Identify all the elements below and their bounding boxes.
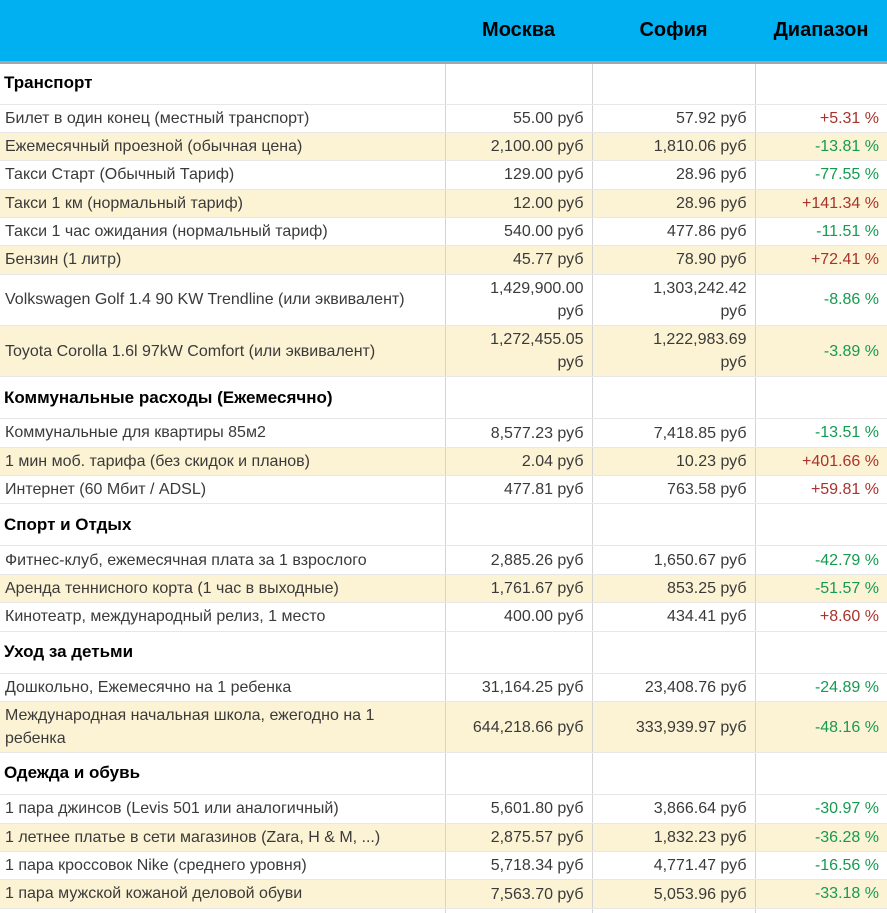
moscow-value-cell-text: 5,601.80 руб <box>490 800 584 818</box>
section-row <box>0 62 887 104</box>
moscow-value-cell-text: 540.00 руб <box>504 223 584 241</box>
range-empty-cell <box>755 62 887 104</box>
item-label-cell: 1 пара джинсов (Levis 501 или аналогичный) <box>0 795 445 823</box>
range-empty-cell <box>755 504 887 546</box>
table-row <box>0 419 887 447</box>
section-title: Транспорт <box>0 62 445 104</box>
sofia-value-cell-text: 28.96 руб <box>675 194 747 212</box>
sofia-value-cell-text: 5,053.96 руб <box>653 885 747 903</box>
moscow-value-cell <box>445 673 592 701</box>
moscow-value-cell <box>445 574 592 602</box>
sofia-value-cell-text: 10.23 руб <box>675 452 747 470</box>
sofia-value-cell-text: 333,939.97 руб <box>635 718 747 736</box>
range-cell: -3.89 % <box>755 326 887 377</box>
sofia-value-cell <box>592 673 755 701</box>
sofia-value-cell-text: 1,303,242.42 руб <box>653 279 747 320</box>
moscow-value-cell-text: 1,761.67 руб <box>490 580 584 598</box>
sofia-value-cell <box>592 104 755 132</box>
moscow-value-cell-text: 1,272,455.05 руб <box>490 331 584 372</box>
moscow-value-cell-text: 644,218.66 руб <box>472 718 584 736</box>
sofia-value-cell-text: 28.96 руб <box>675 166 747 184</box>
moscow-value-cell-text: 55.00 руб <box>512 109 584 127</box>
item-label-cell: 1 пара кроссовок Nike (среднего уровня) <box>0 852 445 880</box>
sofia-value-cell-text: 1,810.06 руб <box>653 138 747 156</box>
moscow-value-cell-text: 2,875.57 руб <box>490 828 584 846</box>
sofia-value-cell-text: 853.25 руб <box>667 580 747 598</box>
sofia-value-cell <box>592 574 755 602</box>
sofia-value-cell <box>592 419 755 447</box>
item-label-cell: Интернет (60 Мбит / ADSL) <box>0 476 445 504</box>
sofia-value-cell-text: 7,418.85 руб <box>653 424 747 442</box>
moscow-value-cell-text: 12.00 руб <box>512 194 584 212</box>
sofia-value-cell <box>592 189 755 217</box>
moscow-value-cell <box>445 603 592 631</box>
item-label-cell: Такси Старт (Обычный Тариф) <box>0 161 445 189</box>
sofia-empty-cell <box>592 62 755 104</box>
moscow-empty-cell <box>445 631 592 673</box>
range-cell: +141.34 % <box>755 189 887 217</box>
moscow-value-cell-text: 400.00 руб <box>504 608 584 626</box>
moscow-empty-cell <box>445 377 592 419</box>
sofia-value-cell-text: 1,222,983.69 руб <box>653 331 747 372</box>
range-empty-cell <box>755 908 887 913</box>
item-label-cell: Ежемесячный проезной (обычная цена) <box>0 132 445 160</box>
column-header-range: Диапазон <box>755 0 887 62</box>
range-empty-cell <box>755 631 887 673</box>
table-row <box>0 217 887 245</box>
sofia-value-cell-text: 3,866.64 руб <box>653 800 747 818</box>
sofia-empty-cell <box>592 908 755 913</box>
range-empty-cell <box>755 377 887 419</box>
item-label-cell: 1 летнее платье в сети магазинов (Zara, H & M, ...) <box>0 823 445 851</box>
range-cell: -51.57 % <box>755 574 887 602</box>
moscow-value-cell <box>445 274 592 325</box>
corner-cell <box>0 0 445 62</box>
sofia-value-cell <box>592 823 755 851</box>
moscow-value-cell <box>445 326 592 377</box>
sofia-value-cell <box>592 476 755 504</box>
table-row <box>0 795 887 823</box>
table-row <box>0 447 887 475</box>
range-cell: -8.86 % <box>755 274 887 325</box>
section-row <box>0 631 887 673</box>
column-header-sofia: София <box>592 0 755 62</box>
sofia-value-cell <box>592 603 755 631</box>
sofia-value-cell <box>592 880 755 908</box>
table-row <box>0 476 887 504</box>
moscow-value-cell-text: 2.04 руб <box>521 452 584 470</box>
section-row <box>0 377 887 419</box>
moscow-value-cell-text: 2,100.00 руб <box>490 138 584 156</box>
item-label-cell: Аренда теннисного корта (1 час в выходные) <box>0 574 445 602</box>
range-empty-cell <box>755 753 887 795</box>
range-cell: -77.55 % <box>755 161 887 189</box>
section-title: Уход за детьми <box>0 631 445 673</box>
moscow-empty-cell <box>445 504 592 546</box>
item-label-cell: Билет в один конец (местный транспорт) <box>0 104 445 132</box>
sofia-value-cell <box>592 326 755 377</box>
sofia-empty-cell <box>592 504 755 546</box>
moscow-value-cell <box>445 189 592 217</box>
item-label-cell: Бензин (1 литр) <box>0 246 445 274</box>
table-row <box>0 326 887 377</box>
item-label-cell: Фитнес-клуб, ежемесячная плата за 1 взрослого <box>0 546 445 574</box>
range-cell: -33.18 % <box>755 880 887 908</box>
sofia-value-cell <box>592 132 755 160</box>
sofia-value-cell-text: 57.92 руб <box>675 109 747 127</box>
moscow-value-cell-text: 8,577.23 руб <box>490 424 584 442</box>
sofia-value-cell-text: 4,771.47 руб <box>653 857 747 875</box>
table-row <box>0 246 887 274</box>
item-label-cell: 1 мин моб. тарифа (без скидок и планов) <box>0 447 445 475</box>
moscow-value-cell <box>445 795 592 823</box>
sofia-value-cell <box>592 447 755 475</box>
item-label-cell: Международная начальная школа, ежегодно на 1 ребенка <box>0 701 445 752</box>
moscow-value-cell <box>445 880 592 908</box>
moscow-value-cell-text: 45.77 руб <box>512 251 584 269</box>
sofia-value-cell-text: 763.58 руб <box>667 481 747 499</box>
partial-row <box>0 908 887 913</box>
table-row <box>0 880 887 908</box>
moscow-value-cell <box>445 476 592 504</box>
moscow-value-cell <box>445 132 592 160</box>
sofia-empty-cell <box>592 753 755 795</box>
range-cell: -48.16 % <box>755 701 887 752</box>
sofia-value-cell <box>592 546 755 574</box>
item-label-cell: Коммунальные для квартиры 85м2 <box>0 419 445 447</box>
sofia-empty-cell <box>592 631 755 673</box>
sofia-value-cell <box>592 246 755 274</box>
item-label-cell: Volkswagen Golf 1.4 90 KW Trendline (или эквивалент) <box>0 274 445 325</box>
table-row <box>0 274 887 325</box>
moscow-value-cell-text: 31,164.25 руб <box>481 678 584 696</box>
section-title: Одежда и обувь <box>0 753 445 795</box>
moscow-value-cell <box>445 104 592 132</box>
range-cell: +8.60 % <box>755 603 887 631</box>
range-cell: +5.31 % <box>755 104 887 132</box>
range-cell: -30.97 % <box>755 795 887 823</box>
item-label-cell: Дошкольно, Ежемесячно на 1 ребенка <box>0 673 445 701</box>
range-cell: -16.56 % <box>755 852 887 880</box>
moscow-empty-cell <box>445 62 592 104</box>
range-cell: -42.79 % <box>755 546 887 574</box>
table-row <box>0 546 887 574</box>
moscow-value-cell-text: 7,563.70 руб <box>490 885 584 903</box>
sofia-value-cell <box>592 852 755 880</box>
range-cell: -11.51 % <box>755 217 887 245</box>
range-cell: -24.89 % <box>755 673 887 701</box>
column-header-moscow: Москва <box>445 0 592 62</box>
table-row <box>0 673 887 701</box>
sofia-value-cell-text: 1,832.23 руб <box>653 828 747 846</box>
item-label-cell: 1 пара мужской кожаной деловой обуви <box>0 880 445 908</box>
moscow-value-cell <box>445 419 592 447</box>
sofia-value-cell <box>592 217 755 245</box>
range-cell: +59.81 % <box>755 476 887 504</box>
sofia-value-cell <box>592 161 755 189</box>
label-empty-cell <box>0 908 445 913</box>
table-row <box>0 132 887 160</box>
moscow-value-cell-text: 129.00 руб <box>504 166 584 184</box>
section-title: Спорт и Отдых <box>0 504 445 546</box>
sofia-value-cell <box>592 795 755 823</box>
moscow-value-cell-text: 2,885.26 руб <box>490 551 584 569</box>
section-row <box>0 504 887 546</box>
moscow-value-cell <box>445 246 592 274</box>
sofia-empty-cell <box>592 377 755 419</box>
moscow-empty-cell <box>445 753 592 795</box>
section-title: Коммунальные расходы (Ежемесячно) <box>0 377 445 419</box>
moscow-value-cell <box>445 217 592 245</box>
range-cell: -13.81 % <box>755 132 887 160</box>
moscow-value-cell-text: 477.81 руб <box>504 481 584 499</box>
table-row <box>0 104 887 132</box>
moscow-value-cell <box>445 701 592 752</box>
header-row <box>0 0 887 62</box>
item-label-cell: Такси 1 км (нормальный тариф) <box>0 189 445 217</box>
sofia-value-cell <box>592 701 755 752</box>
table-row <box>0 161 887 189</box>
moscow-empty-cell <box>445 908 592 913</box>
moscow-value-cell-text: 5,718.34 руб <box>490 857 584 875</box>
sofia-value-cell-text: 23,408.76 руб <box>644 678 747 696</box>
moscow-value-cell-text: 1,429,900.00 руб <box>490 279 584 320</box>
moscow-value-cell <box>445 447 592 475</box>
moscow-value-cell <box>445 161 592 189</box>
section-row <box>0 753 887 795</box>
item-label-cell: Toyota Corolla 1.6l 97kW Comfort (или эквивалент) <box>0 326 445 377</box>
sofia-value-cell <box>592 274 755 325</box>
table-row <box>0 574 887 602</box>
range-cell: +401.66 % <box>755 447 887 475</box>
moscow-value-cell <box>445 852 592 880</box>
range-cell: -36.28 % <box>755 823 887 851</box>
table-row <box>0 189 887 217</box>
table-row <box>0 701 887 752</box>
moscow-value-cell <box>445 546 592 574</box>
sofia-value-cell-text: 1,650.67 руб <box>653 551 747 569</box>
range-cell: +72.41 % <box>755 246 887 274</box>
sofia-value-cell-text: 434.41 руб <box>667 608 747 626</box>
table-body <box>0 62 887 913</box>
table-row <box>0 852 887 880</box>
range-cell: -13.51 % <box>755 419 887 447</box>
table-row <box>0 823 887 851</box>
sofia-value-cell-text: 78.90 руб <box>675 251 747 269</box>
moscow-value-cell <box>445 823 592 851</box>
table-row <box>0 603 887 631</box>
sofia-value-cell-text: 477.86 руб <box>667 223 747 241</box>
item-label-cell: Кинотеатр, международный релиз, 1 место <box>0 603 445 631</box>
item-label-cell: Такси 1 час ожидания (нормальный тариф) <box>0 217 445 245</box>
